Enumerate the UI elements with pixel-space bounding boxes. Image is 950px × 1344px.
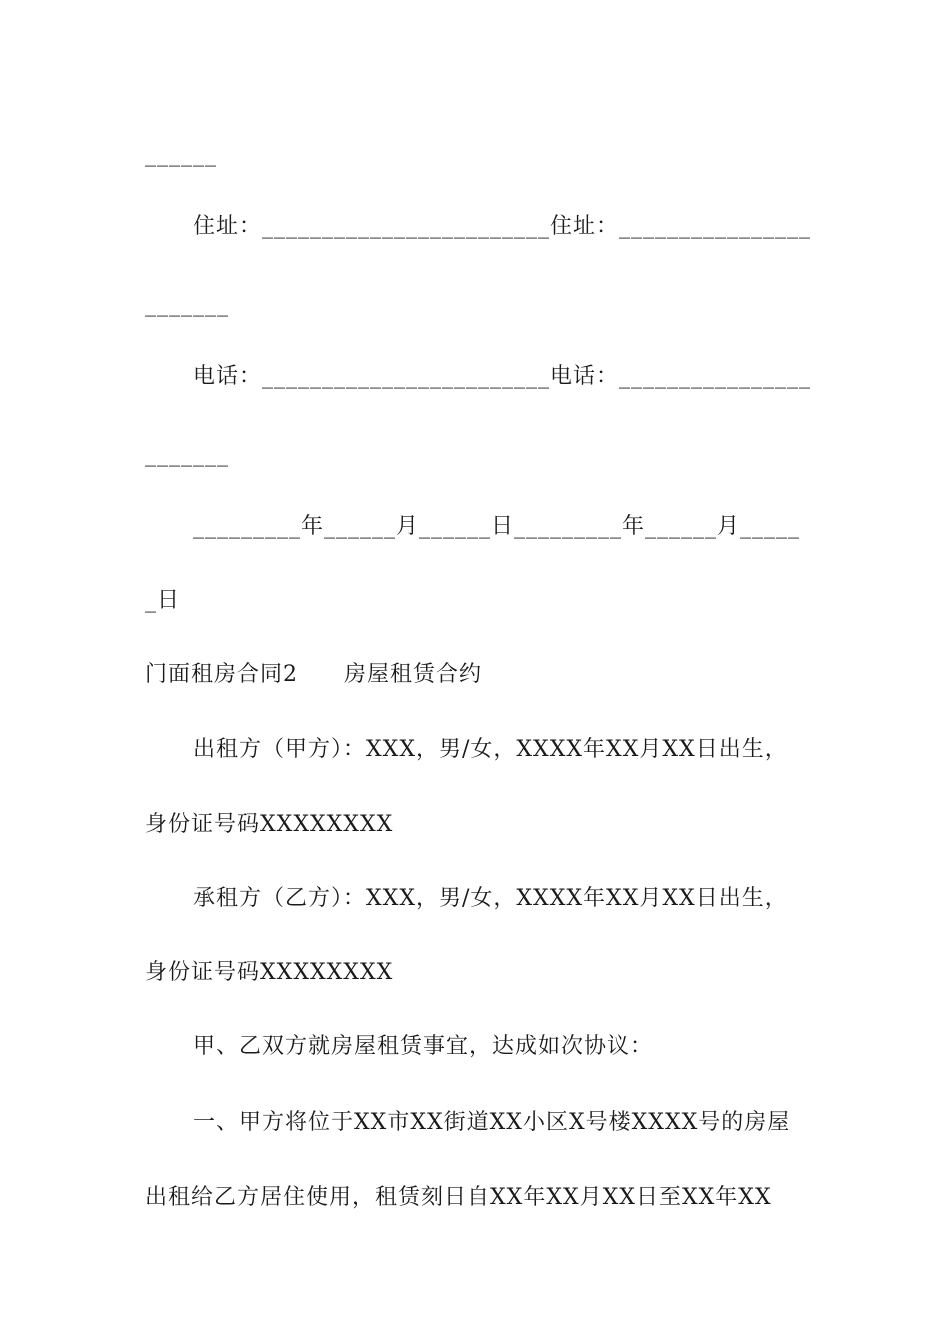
lessor-id-line: 身份证号码XXXXXXXX [145,812,394,837]
date-line-continued: _日 [145,588,181,613]
blank-underline-3: _______ [145,442,229,467]
phone-line: 电话：________________________电话：________________ [193,364,812,389]
lessee-line: 承租方（乙方）：XXX，男/女，XXXX年XX月XX日出生， [193,886,788,911]
address-line: 住址：________________________住址：________________ [193,214,812,239]
lessee-id-line: 身份证号码XXXXXXXX [145,960,394,985]
blank-underline-2: _______ [145,292,229,317]
lessor-line: 出租方（甲方）：XXX，男/女，XXXX年XX月XX日出生， [193,737,788,762]
agreement-intro: 甲、乙双方就房屋租赁事宜，达成如次协议： [193,1034,654,1059]
clause-one: 一、甲方将位于XX市XX街道XX小区X号楼XXXX号的房屋 [193,1110,791,1135]
blank-underline-1: ______ [145,142,217,167]
contract-title: 门面租房合同2 房屋租赁合约 [145,662,482,687]
date-line: _________年______月______日_________年______月_____ [193,514,801,539]
clause-one-continued: 出租给乙方居住使用，租赁刻日自XX年XX月XX日至XX年XX [145,1185,772,1210]
